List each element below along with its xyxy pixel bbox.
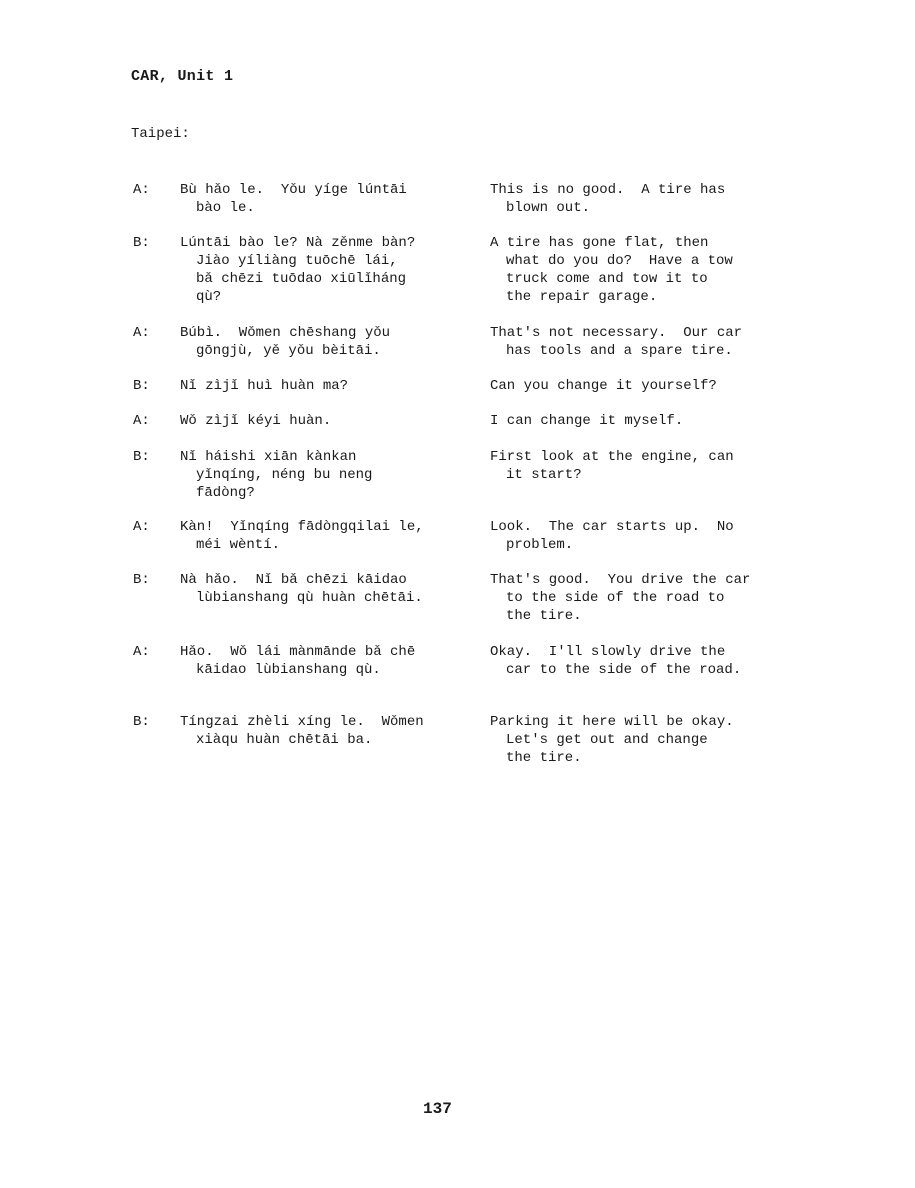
english-line: blown out. [506,200,591,216]
pinyin-text [180,448,470,502]
speaker-label: B: [133,235,150,251]
pinyin-line: fādòng? [196,485,255,501]
pinyin-text [180,234,470,306]
english-line: car to the side of the road. [506,662,742,678]
pinyin-text [180,713,470,749]
english-translation [490,324,790,360]
pinyin-line: Nǐ zìjǐ huì huàn ma? [180,378,349,394]
pinyin-line: Kàn! Yǐnqíng fādòngqilai le, [180,519,424,535]
english-line: the repair garage. [506,289,658,305]
english-line: Parking it here will be okay. [490,714,734,730]
english-line: the tire. [506,750,582,766]
english-line: problem. [506,537,574,553]
pinyin-line: kāidao lùbianshang qù. [196,662,381,678]
pinyin-text [180,377,470,395]
english-translation [490,571,790,625]
pinyin-line: bǎ chēzi tuōdao xiūlǐháng [196,271,407,287]
english-line: A tire has gone flat, then [490,235,709,251]
english-translation [490,181,790,217]
speaker-label: B: [133,449,150,465]
pinyin-text [180,181,470,217]
pinyin-line: Lúntāi bào le? Nà zěnme bàn? [180,235,416,251]
english-translation [490,448,790,484]
speaker-label: B: [133,714,150,730]
speaker-label: A: [133,182,150,198]
english-line: to the side of the road to [506,590,725,606]
speaker-label: A: [133,519,150,535]
pinyin-text [180,518,470,554]
english-line: it start? [506,467,582,483]
pinyin-text [180,643,470,679]
english-translation [490,643,790,679]
unit-title: CAR, Unit 1 [131,68,234,85]
english-line: Can you change it yourself? [490,378,717,394]
pinyin-line: Bù hǎo le. Yǒu yíge lúntāi [180,182,407,198]
speaker-label: A: [133,413,150,429]
location-label: Taipei: [131,126,190,142]
speaker-label: A: [133,644,150,660]
english-translation [490,713,790,767]
pinyin-line: Nǐ háishi xiān kànkan [180,449,357,465]
english-line: I can change it myself. [490,413,684,429]
pinyin-line: méi wèntí. [196,537,281,553]
english-line: This is no good. A tire has [490,182,726,198]
page-number: 137 [423,1100,452,1118]
pinyin-line: Tíngzai zhèli xíng le. Wǒmen [180,714,424,730]
english-line: Look. The car starts up. No [490,519,734,535]
english-line: the tire. [506,608,582,624]
english-line: That's good. You drive the car [490,572,751,588]
pinyin-text [180,571,470,607]
speaker-label: A: [133,325,150,341]
english-translation [490,377,790,395]
english-translation [490,518,790,554]
pinyin-line: Búbì. Wǒmen chēshang yǒu [180,325,391,341]
english-line: Okay. I'll slowly drive the [490,644,726,660]
english-line: what do you do? Have a tow [506,253,733,269]
pinyin-line: Jiào yíliàng tuōchē lái, [196,253,398,269]
english-translation [490,412,790,430]
pinyin-line: qù? [196,289,222,305]
pinyin-line: gōngjù, yě yǒu bèitāi. [196,343,381,359]
english-line: First look at the engine, can [490,449,734,465]
pinyin-text [180,324,470,360]
pinyin-line: bào le. [196,200,255,216]
pinyin-line: Hǎo. Wǒ lái mànmānde bǎ chē [180,644,416,660]
english-line: That's not necessary. Our car [490,325,743,341]
pinyin-line: Nà hǎo. Nǐ bǎ chēzi kāidao [180,572,407,588]
speaker-label: B: [133,378,150,394]
english-line: has tools and a spare tire. [506,343,733,359]
pinyin-line: xiàqu huàn chētāi ba. [196,732,373,748]
english-line: Let's get out and change [506,732,708,748]
pinyin-line: lùbianshang qù huàn chētāi. [196,590,423,606]
pinyin-line: yǐnqíng, néng bu neng [196,467,373,483]
english-line: truck come and tow it to [506,271,708,287]
speaker-label: B: [133,572,150,588]
pinyin-line: Wǒ zìjǐ kéyi huàn. [180,413,332,429]
pinyin-text [180,412,470,430]
english-translation [490,234,790,306]
